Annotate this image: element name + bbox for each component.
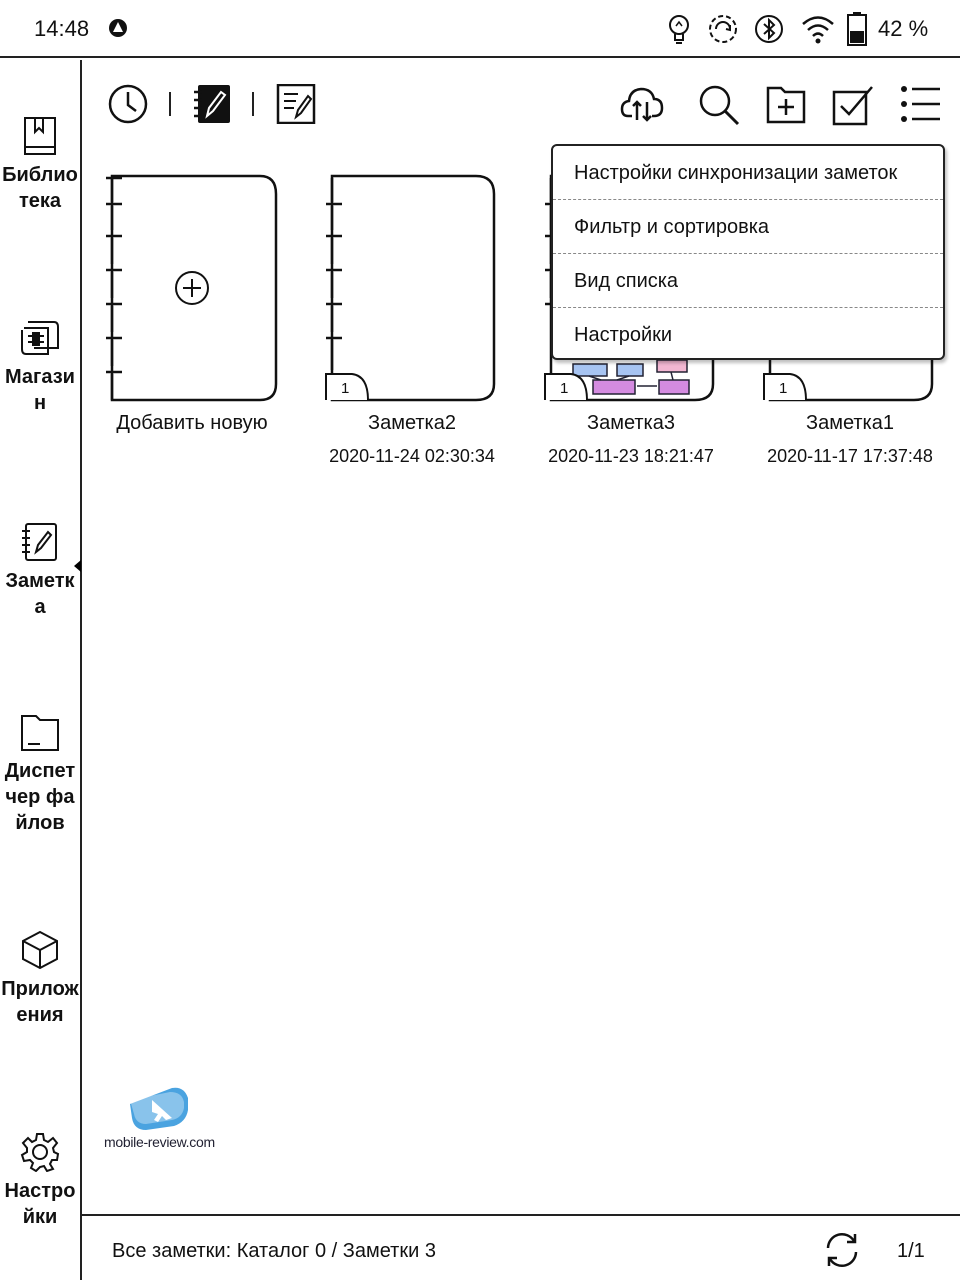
note-list-icon[interactable] bbox=[276, 84, 316, 124]
footer-bar bbox=[82, 1214, 960, 1280]
sidebar-item-label: Настройки bbox=[4, 1180, 76, 1228]
note-date: 2020-11-24 02:30:34 bbox=[329, 446, 495, 466]
bluetooth-icon bbox=[754, 12, 784, 46]
clock-time: 14:48 bbox=[34, 16, 90, 41]
note-card[interactable] bbox=[312, 174, 512, 466]
sidebar-item-label: Магазин bbox=[5, 366, 75, 414]
sidebar-item-label: Библиотека bbox=[2, 164, 78, 212]
sidebar-item-apps[interactable] bbox=[0, 930, 80, 1028]
watermark-text: mobile-review.com bbox=[104, 1134, 215, 1150]
sidebar-item-notes[interactable] bbox=[0, 522, 80, 620]
sidebar-item-label: Приложения bbox=[1, 978, 79, 1026]
sidebar bbox=[0, 60, 82, 1280]
sidebar-item-file-manager[interactable] bbox=[0, 712, 80, 836]
search-icon[interactable] bbox=[698, 84, 740, 126]
new-folder-icon[interactable] bbox=[766, 84, 806, 124]
battery-icon bbox=[846, 12, 868, 46]
page-count-badge: 1 bbox=[341, 380, 350, 397]
status-bar bbox=[0, 0, 960, 58]
note-date: 2020-11-17 17:37:48 bbox=[767, 446, 933, 466]
notes-summary: Все заметки: Каталог 0 / Заметки 3 bbox=[112, 1240, 436, 1262]
notification-icon bbox=[108, 18, 128, 38]
sidebar-item-label: Диспетчер файлов bbox=[4, 760, 76, 834]
menu-item-list-view[interactable]: Вид списка bbox=[553, 254, 943, 308]
note-title: Заметка3 bbox=[586, 412, 675, 434]
note-title: Добавить новую bbox=[116, 412, 268, 434]
note-title: Заметка1 bbox=[805, 412, 894, 434]
menu-item-filter-sort[interactable]: Фильтр и сортировка bbox=[553, 200, 943, 254]
add-plus-icon bbox=[174, 270, 210, 306]
page-count-badge: 1 bbox=[560, 380, 569, 397]
menu-item-settings[interactable]: Настройки bbox=[574, 324, 673, 346]
notebook-pen-icon bbox=[20, 522, 60, 562]
sync-refresh-icon bbox=[706, 12, 740, 46]
sidebar-item-settings[interactable] bbox=[0, 1132, 80, 1230]
sidebar-item-library[interactable] bbox=[0, 116, 80, 214]
active-item-marker bbox=[74, 560, 81, 572]
notebook-cover bbox=[312, 174, 512, 404]
page-indicator: 1/1 bbox=[897, 1240, 925, 1262]
menu-list-icon[interactable] bbox=[900, 84, 942, 124]
add-new-note-card[interactable] bbox=[92, 174, 292, 434]
menu-item-sync-settings[interactable]: Настройки синхронизации заметок bbox=[553, 146, 943, 200]
sketch-thumbnail bbox=[573, 360, 689, 394]
cloud-sync-icon[interactable] bbox=[620, 82, 664, 126]
book-icon bbox=[22, 116, 58, 156]
store-scroll-icon bbox=[20, 318, 60, 358]
battery-percent: 42 % bbox=[878, 16, 929, 41]
note-title: Заметка2 bbox=[367, 412, 456, 434]
sidebar-item-label: Заметка bbox=[5, 570, 75, 618]
gear-icon bbox=[20, 1132, 60, 1172]
clock-icon[interactable] bbox=[108, 84, 148, 124]
notebook-active-icon[interactable] bbox=[192, 84, 232, 124]
cube-icon bbox=[20, 930, 60, 970]
wifi-icon bbox=[800, 12, 836, 46]
note-date: 2020-11-23 18:21:47 bbox=[548, 446, 714, 466]
select-checkbox-icon[interactable] bbox=[832, 84, 874, 126]
watermark-logo-icon bbox=[126, 1086, 192, 1132]
toolbar-divider bbox=[252, 92, 254, 116]
page-count-badge: 1 bbox=[779, 380, 788, 397]
folder-icon bbox=[20, 712, 60, 752]
toolbar-divider bbox=[169, 92, 171, 116]
refresh-icon[interactable] bbox=[822, 1230, 862, 1270]
sidebar-item-store[interactable] bbox=[0, 318, 80, 416]
overflow-menu bbox=[551, 144, 945, 360]
light-bulb-icon bbox=[664, 12, 694, 46]
